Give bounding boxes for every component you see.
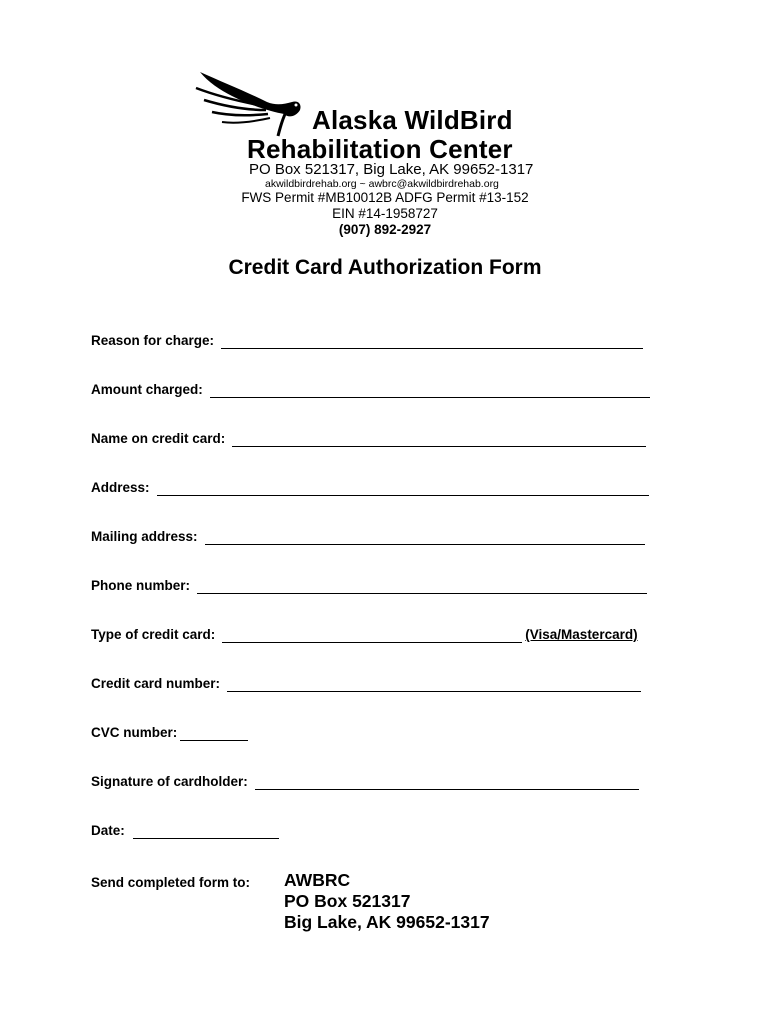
send-to-label: Send completed form to: bbox=[91, 875, 251, 890]
send-address-line2: PO Box 521317 bbox=[284, 891, 411, 911]
mailing-field bbox=[91, 525, 645, 545]
signature-label: Signature of cardholder: bbox=[91, 774, 248, 789]
reason-field bbox=[91, 329, 643, 349]
reason-input-line[interactable] bbox=[221, 334, 643, 349]
name-input-line[interactable] bbox=[232, 432, 646, 447]
date-input-line[interactable] bbox=[133, 824, 279, 839]
org-address: PO Box 521317, Big Lake, AK 99652-1317 bbox=[249, 161, 534, 178]
signature-field bbox=[91, 770, 639, 790]
cvc-label: CVC number: bbox=[91, 725, 178, 740]
card-number-label: Credit card number: bbox=[91, 676, 221, 691]
ein-number: EIN #14-1958727 bbox=[332, 206, 438, 221]
name-label: Name on credit card: bbox=[91, 431, 226, 446]
address-field bbox=[91, 476, 649, 496]
name-field bbox=[91, 427, 646, 447]
reason-label: Reason for charge: bbox=[91, 333, 215, 348]
send-to-address bbox=[284, 870, 490, 933]
cvc-input-line[interactable] bbox=[180, 726, 248, 741]
send-address-line1: AWBRC bbox=[284, 870, 351, 890]
card-type-hint: (Visa/Mastercard) bbox=[525, 627, 638, 642]
card-type-input-line[interactable] bbox=[222, 628, 522, 643]
send-address-line3: Big Lake, AK 99652-1317 bbox=[284, 912, 490, 932]
amount-input-line[interactable] bbox=[210, 383, 650, 398]
org-phone: (907) 892-2927 bbox=[338, 222, 432, 237]
mailing-label: Mailing address: bbox=[91, 529, 198, 544]
phone-field bbox=[91, 574, 647, 594]
card-type-field bbox=[91, 623, 638, 643]
signature-input-line[interactable] bbox=[255, 775, 639, 790]
address-input-line[interactable] bbox=[157, 481, 649, 496]
card-number-field bbox=[91, 672, 641, 692]
phone-input-line[interactable] bbox=[197, 579, 647, 594]
permit-numbers: FWS Permit #MB10012B ADFG Permit #13-152 bbox=[241, 190, 529, 205]
phone-label: Phone number: bbox=[91, 578, 191, 593]
bird-logo-icon bbox=[192, 62, 312, 142]
address-label: Address: bbox=[91, 480, 150, 495]
card-number-input-line[interactable] bbox=[227, 677, 641, 692]
card-type-label: Type of credit card: bbox=[91, 627, 216, 642]
date-label: Date: bbox=[91, 823, 125, 838]
cvc-field bbox=[91, 721, 248, 741]
amount-field bbox=[91, 378, 650, 398]
org-web-email: akwildbirdrehab.org ~ awbrc@akwildbirdrehab.org bbox=[265, 178, 499, 190]
mailing-input-line[interactable] bbox=[205, 530, 645, 545]
page-title: Credit Card Authorization Form bbox=[228, 256, 542, 279]
amount-label: Amount charged: bbox=[91, 382, 203, 397]
date-field bbox=[91, 819, 279, 839]
org-name-line2: Rehabilitation Center bbox=[247, 134, 513, 164]
org-name-line1: Alaska WildBird bbox=[312, 105, 513, 135]
org-logo bbox=[192, 62, 552, 192]
